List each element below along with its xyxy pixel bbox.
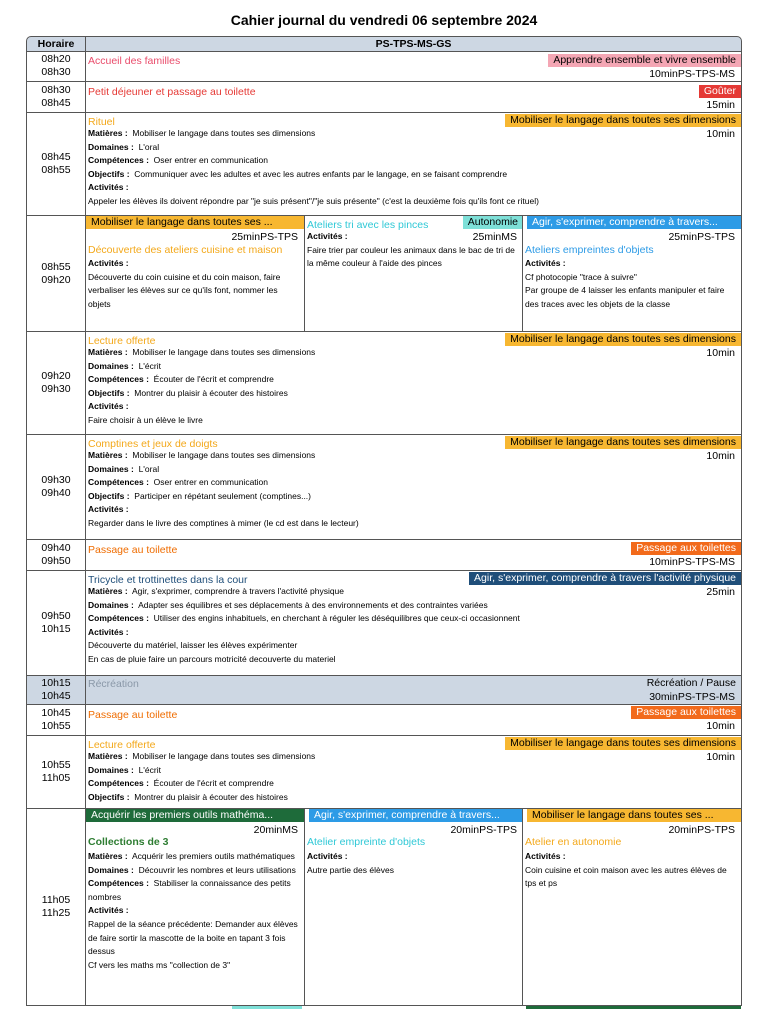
table-row bbox=[26, 705, 742, 736]
activity-title: Récréation bbox=[88, 678, 139, 690]
time-cell: 08h55 09h20 bbox=[27, 216, 86, 331]
activity-title: Atelier empreinte d'objets bbox=[307, 836, 426, 848]
domain-tag: Agir, s'exprimer, comprendre à travers... bbox=[309, 809, 523, 822]
time-cell: 11h05 11h25 bbox=[27, 809, 86, 1005]
duration: 10min bbox=[706, 751, 735, 763]
duration: 10minPS-TPS-MS bbox=[649, 68, 735, 80]
color-strip bbox=[232, 1006, 302, 1009]
table-row bbox=[26, 113, 742, 216]
time-cell: 08h30 08h45 bbox=[27, 82, 86, 112]
time-cell: 10h15 10h45 bbox=[27, 676, 86, 704]
activity-details: Matières : Mobiliser le langage dans toutes ses dimensions Domaines : L'oral Compétences : Oser entrer en communication Objectifs : Communiquer avec les adultes et avec les autres enfants par le langage, en se faisant comprendre Activités : Appeler les élèves ils doivent répondre par "je suis présent"/"je suis présente" (c'est la deuxième fois qu'ils font ce rituel) bbox=[88, 128, 539, 206]
activity-details: Matières : Mobiliser le langage dans toutes ses dimensions Domaines : L'écrit Compétences : Écouter de l'écrit et comprendre Objectifs : Montrer du plaisir à écouter des histoires Activités : Faire choisir à un élève le livre bbox=[88, 347, 316, 425]
activity-details: Matières : Acquérir les premiers outils mathématiques Domaines : Découvrir les nombres et leurs utilisations Compétences : Stabiliser la connaissance des petits nombres Activités : Rappel de la séance précédente: Demander aux élèves de faire sortir la mascotte de la boite en tapant 3 fois dessus Cf vers les maths ms "collection de 3" bbox=[88, 851, 298, 970]
activity-title: Lecture offerte bbox=[88, 335, 156, 347]
domain-tag: Mobiliser le langage dans toutes ses dimensions bbox=[505, 737, 741, 750]
color-strip bbox=[526, 1006, 741, 1009]
activity-title: Ateliers empreintes d'objets bbox=[525, 244, 654, 256]
domain-tag: Mobiliser le langage dans toutes ses ... bbox=[527, 809, 741, 822]
page-title: Cahier journal du vendredi 06 septembre 2024 bbox=[230, 12, 538, 28]
time-cell: 09h20 09h30 bbox=[27, 332, 86, 434]
activity-title: Comptines et jeux de doigts bbox=[88, 438, 218, 450]
domain-tag: Récréation / Pause bbox=[646, 677, 736, 689]
domain-tag: Mobiliser le langage dans toutes ses ... bbox=[86, 216, 304, 229]
duration: 25min bbox=[706, 586, 735, 598]
table-row bbox=[26, 540, 742, 571]
time-cell: 08h20 08h30 bbox=[27, 51, 86, 81]
domain-tag: Mobiliser le langage dans toutes ses dimensions bbox=[505, 114, 741, 127]
time-cell: 10h55 11h05 bbox=[27, 736, 86, 808]
time-cell: 08h45 08h55 bbox=[27, 113, 86, 215]
duration: 25minPS-TPS bbox=[231, 231, 298, 243]
workshop-column bbox=[86, 216, 304, 331]
workshop-column bbox=[86, 809, 304, 1005]
duration: 10min bbox=[706, 347, 735, 359]
activity-title: Ateliers tri avec les pinces bbox=[307, 219, 429, 231]
workshop-column bbox=[304, 216, 523, 331]
table-row bbox=[26, 571, 742, 676]
domain-tag: Agir, s'exprimer, comprendre à travers... bbox=[527, 216, 741, 229]
activity-details: Activités : Coin cuisine et coin maison avec les autres élèves de tps et ps bbox=[525, 851, 727, 889]
duration: 20minPS-TPS bbox=[450, 824, 517, 836]
table-row bbox=[26, 51, 742, 82]
workshop-column bbox=[304, 809, 523, 1005]
domain-tag: Mobiliser le langage dans toutes ses dimensions bbox=[505, 333, 741, 346]
time-cell: 09h50 10h15 bbox=[27, 571, 86, 675]
table-row bbox=[26, 736, 742, 809]
activity-title: Petit déjeuner et passage au toilette bbox=[88, 86, 256, 98]
domain-tag: Mobiliser le langage dans toutes ses dimensions bbox=[505, 436, 741, 449]
domain-tag: Apprendre ensemble et vivre ensemble bbox=[548, 54, 741, 67]
duration: 10min bbox=[706, 720, 735, 732]
activity-details: Matières : Agir, s'exprimer, comprendre à travers l'activité physique Domaines : Adapter ses équilibres et ses déplacements à des environnements et des contraintes variées Compétences : Utiliser des engins inhabituels, en cherchant à réguler les déséquilibres que ceux-ci occasionnent Activités : Découverte du matériel, laisser les élèves expérimenter En cas de pluie faire un parcours motricité decouverte du materiel bbox=[88, 586, 520, 664]
table-row bbox=[26, 435, 742, 540]
domain-tag: Passage aux toilettes bbox=[631, 706, 741, 719]
activity-title: Découverte des ateliers cuisine et maison bbox=[88, 244, 283, 256]
duration: 20minMS bbox=[253, 824, 298, 836]
activity-title: Atelier en autonomie bbox=[525, 836, 622, 848]
activity-title: Passage au toilette bbox=[88, 544, 178, 556]
activity-details: Activités : Autre partie des élèves bbox=[307, 851, 394, 875]
duration: 15min bbox=[706, 99, 735, 111]
table-row bbox=[26, 676, 742, 705]
duration: 20minPS-TPS bbox=[668, 824, 735, 836]
workshop-column bbox=[522, 216, 741, 331]
activity-details: Activités : Cf photocopie "trace à suivre" Par groupe de 4 laisser les enfants manipuler et faire des traces avec les objets de la classe bbox=[525, 258, 725, 309]
table-row bbox=[26, 216, 742, 332]
activity-title: Collections de 3 bbox=[88, 836, 169, 848]
activity-details: Matières : Mobiliser le langage dans toutes ses dimensions Domaines : L'oral Compétences : Oser entrer en communication Objectifs : Participer en répétant seulement (comptines...) Activités : Regarder dans le livre des comptines à mimer (le cd est dans le lecteur) bbox=[88, 450, 359, 528]
activity-details: Activités : Faire trier par couleur les animaux dans le bac de tri de la même couleur à l'aide des pinces bbox=[307, 231, 515, 269]
duration: 10min bbox=[706, 450, 735, 462]
duration: 25minPS-TPS bbox=[668, 231, 735, 243]
duration: 10min bbox=[706, 128, 735, 140]
duration: 25minMS bbox=[472, 231, 517, 243]
activity-details: Matières : Mobiliser le langage dans toutes ses dimensions Domaines : L'écrit Compétences : Écouter de l'écrit et comprendre Objectifs : Montrer du plaisir à écouter des histoires bbox=[88, 751, 316, 802]
activity-title: Accueil des familles bbox=[88, 55, 181, 67]
table-header bbox=[26, 36, 742, 52]
time-cell: 09h40 09h50 bbox=[27, 540, 86, 570]
time-cell: 10h45 10h55 bbox=[27, 705, 86, 735]
activity-title: Passage au toilette bbox=[88, 709, 178, 721]
header-time: Horaire bbox=[27, 37, 86, 51]
domain-tag: Autonomie bbox=[463, 216, 523, 229]
domain-tag: Acquérir les premiers outils mathéma... bbox=[86, 809, 304, 822]
activity-title: Tricycle et trottinettes dans la cour bbox=[88, 574, 248, 586]
time-cell: 09h30 09h40 bbox=[27, 435, 86, 539]
duration: 10minPS-TPS-MS bbox=[649, 556, 735, 568]
next-row-edge bbox=[26, 1006, 742, 1010]
domain-tag: Passage aux toilettes bbox=[631, 542, 741, 555]
table-row bbox=[26, 809, 742, 1006]
table-row bbox=[26, 82, 742, 113]
table-row bbox=[26, 332, 742, 435]
activity-details: Activités : Découverte du coin cuisine et du coin maison, faire verbaliser les élèves sur ce qu'ils font, nommer les objets bbox=[88, 258, 281, 309]
workshop-column bbox=[522, 809, 741, 1005]
activity-title: Lecture offerte bbox=[88, 739, 156, 751]
header-class: PS-TPS-MS-GS bbox=[375, 38, 452, 50]
activity-title: Rituel bbox=[88, 116, 115, 128]
duration: 30minPS-TPS-MS bbox=[649, 691, 735, 703]
domain-tag: Goûter bbox=[699, 85, 741, 98]
domain-tag: Agir, s'exprimer, comprendre à travers l'activité physique bbox=[469, 572, 741, 585]
